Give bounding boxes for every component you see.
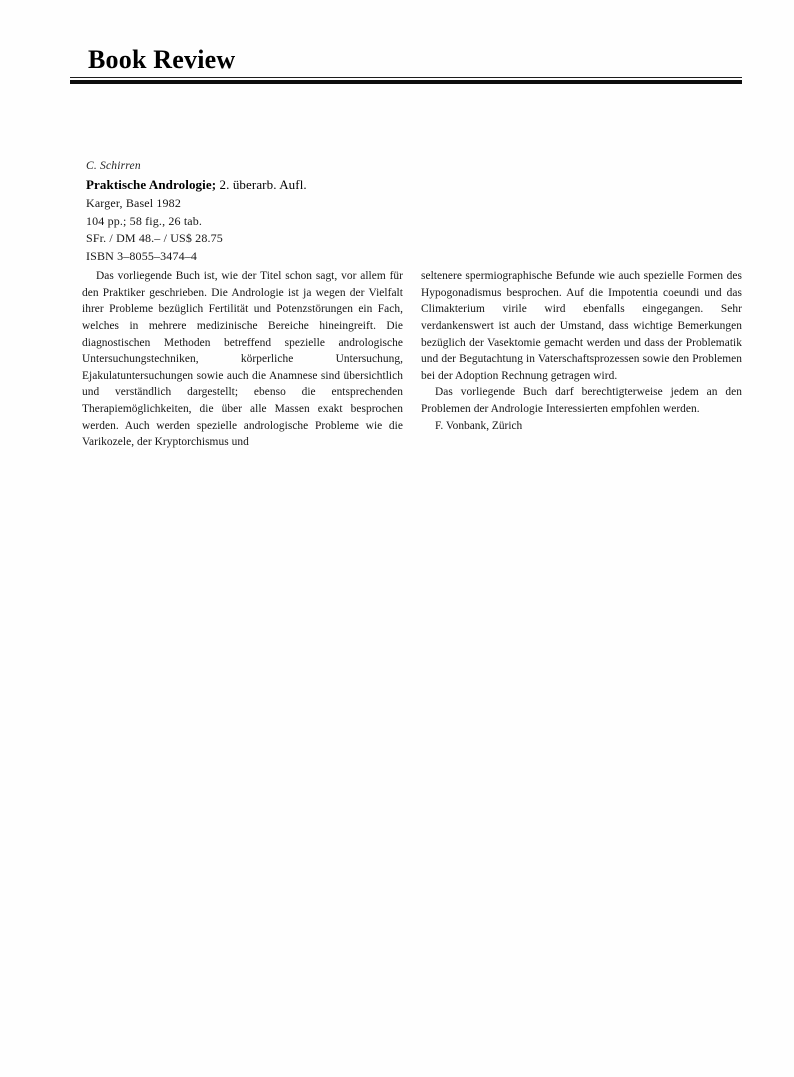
book-title-line bbox=[86, 176, 506, 193]
page-title: Book Review bbox=[88, 45, 236, 74]
book-title: Praktische Andrologie; bbox=[86, 177, 217, 193]
book-isbn: ISBN 3–8055–3474–4 bbox=[86, 249, 198, 264]
header-rule-thick bbox=[70, 80, 742, 84]
book-extent: 104 pp.; 58 fig., 26 tab. bbox=[86, 213, 203, 228]
page-header bbox=[70, 45, 742, 84]
review-paragraph-1-continued: seltenere spermiographische Befunde wie auch spezielle Formen des Hypogonadismus besprochen. Auf die Impotentia coeundi und das Climakterium virile wird ebenfalls eingegangen. Sehr verdankenswert ist auch der Umstand, dass wichtige Bemerkungen bezüglich der Vasektomie gemacht werden und dass der Problematik und der Begutachtung in Vaterschaftsprozessen sowie den Problemen bei der Adoption Rechnung getragen wird. bbox=[421, 270, 742, 382]
book-edition: 2. überarb. Aufl. bbox=[219, 177, 307, 193]
review-column-right bbox=[421, 268, 742, 451]
book-price: SFr. / DM 48.– / US$ 28.75 bbox=[86, 231, 223, 246]
book-author: C. Schirren bbox=[86, 160, 141, 172]
review-body bbox=[82, 268, 742, 451]
review-paragraph-1: Das vorliegende Buch ist, wie der Titel schon sagt, vor allem für den Praktiker geschrieben. Die Andrologie ist ja wegen der Vielfalt ihrer Probleme bezüglich Fertilität und Potenzstörungen ein Fach, welches in mehrere medizinische Bereiche hineingreift. Die diagnostischen Methoden betreffend spezielle andrologische Untersuchungstechniken, körperliche Untersuchung, Ejakulatuntersuchungen sowie auch die Anamnese sind übersichtlich und verständlich dargestellt; ebenso die entsprechenden Therapiemöglichkeiten, die über alle Massen exakt besprochen werden. Auch werden spezielle andrologische Probleme wie die Varikozele, der Kryptorchismus und bbox=[82, 270, 403, 449]
review-paragraph-2: Das vorliegende Buch darf berechtigterweise jedem an den Problemen der Andrologie Interessierten empfohlen werden. bbox=[421, 386, 742, 416]
review-column-left bbox=[82, 268, 403, 451]
bibliographic-block bbox=[86, 159, 506, 265]
book-publisher: Karger, Basel 1982 bbox=[86, 195, 181, 210]
reviewer-signature: F. Vonbank, Zürich bbox=[435, 419, 523, 432]
